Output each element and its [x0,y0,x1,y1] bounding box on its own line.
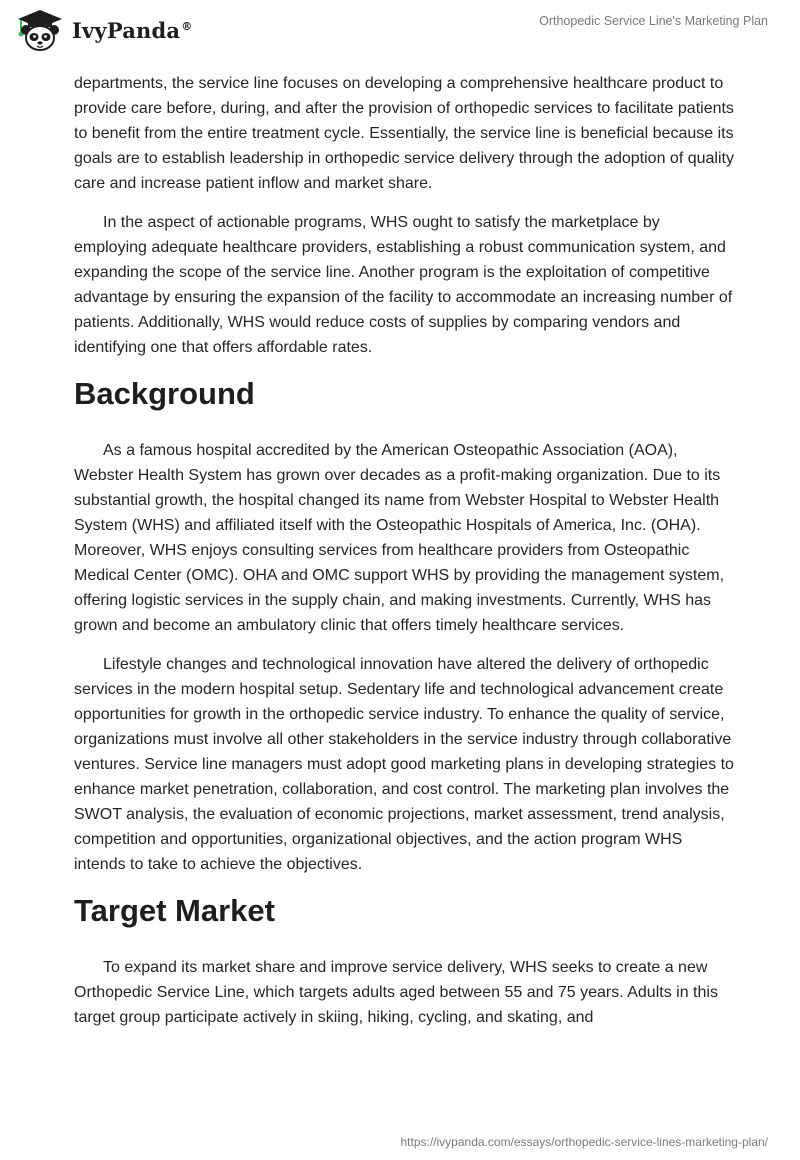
paragraph: As a famous hospital accredited by the American Osteopathic Association (AOA), Webster Health System has grown over decades as a profit-making organization. Due to its substantial growth, the hospital changed its name from Webster Hospital to Webster Health System (WHS) and affiliated itself with the Osteopathic Hospitals of America, Inc. (OHA). Moreover, WHS enjoys consulting services from healthcare providers from Osteopathic Medical Center (OMC). OHA and OMC support WHS by providing the management system, offering logistic services in the supply chain, and making investments. Currently, WHS has grown and become an ambulatory clinic that offers timely healthcare services. [74,442,725,634]
paragraph: departments, the service line focuses on developing a comprehensive healthcare product to provide care before, during, and after the provision of orthopedic services to facilitate patients to benefit from the entire treatment cycle. Essentially, the service line is beneficial because its goals are to establish leadership in orthopedic service delivery through the adoption of quality care and increase patient inflow and market share. [74,75,734,192]
document-title: Orthopedic Service Line's Marketing Plan [539,14,768,28]
paragraph: Lifestyle changes and technological innovation have altered the delivery of orthopedic services in the modern hospital setup. Sedentary life and technological advancement create opportunities for growth in the orthopedic service industry. To enhance the quality of service, organizations must involve all other stakeholders in the service industry through collaborative ventures. Service line managers must adopt good marketing plans in developing strategies to enhance market penetration, collaboration, and cost control. The marketing plan involves the SWOT analysis, the evaluation of economic projections, market assessment, trend analysis, competition and opportunities, organizational objectives, and the action program WHS intends to take to achieve the objectives. [74,656,734,873]
paragraph: In the aspect of actionable programs, WHS ought to satisfy the marketplace by employing adequate healthcare providers, establishing a robust communication system, and expanding the scope of the service line. Another program is the exploitation of competitive advantage by ensuring the expansion of the facility to accommodate an increasing number of patients. Additionally, WHS would reduce costs of supplies by comparing vendors and identifying one that offers affordable rates. [74,214,733,356]
source-url-link[interactable]: https://ivypanda.com/essays/orthopedic-service-lines-marketing-plan/ [400,1135,768,1149]
section-heading-background: Background [74,376,255,411]
panda-graduation-cap-icon [14,8,66,52]
section-heading-target-market: Target Market [74,893,275,928]
essay-body [74,71,734,1044]
paragraph: To expand its market share and improve service delivery, WHS seeks to create a new Orthopedic Service Line, which targets adults aged between 55 and 75 years. Adults in this target group participate actively in skiing, hiking, cycling, and skating, and [74,959,718,1026]
page-header [0,0,800,70]
brand-logo[interactable] [14,8,192,52]
brand-name: IvyPanda® [72,17,193,43]
